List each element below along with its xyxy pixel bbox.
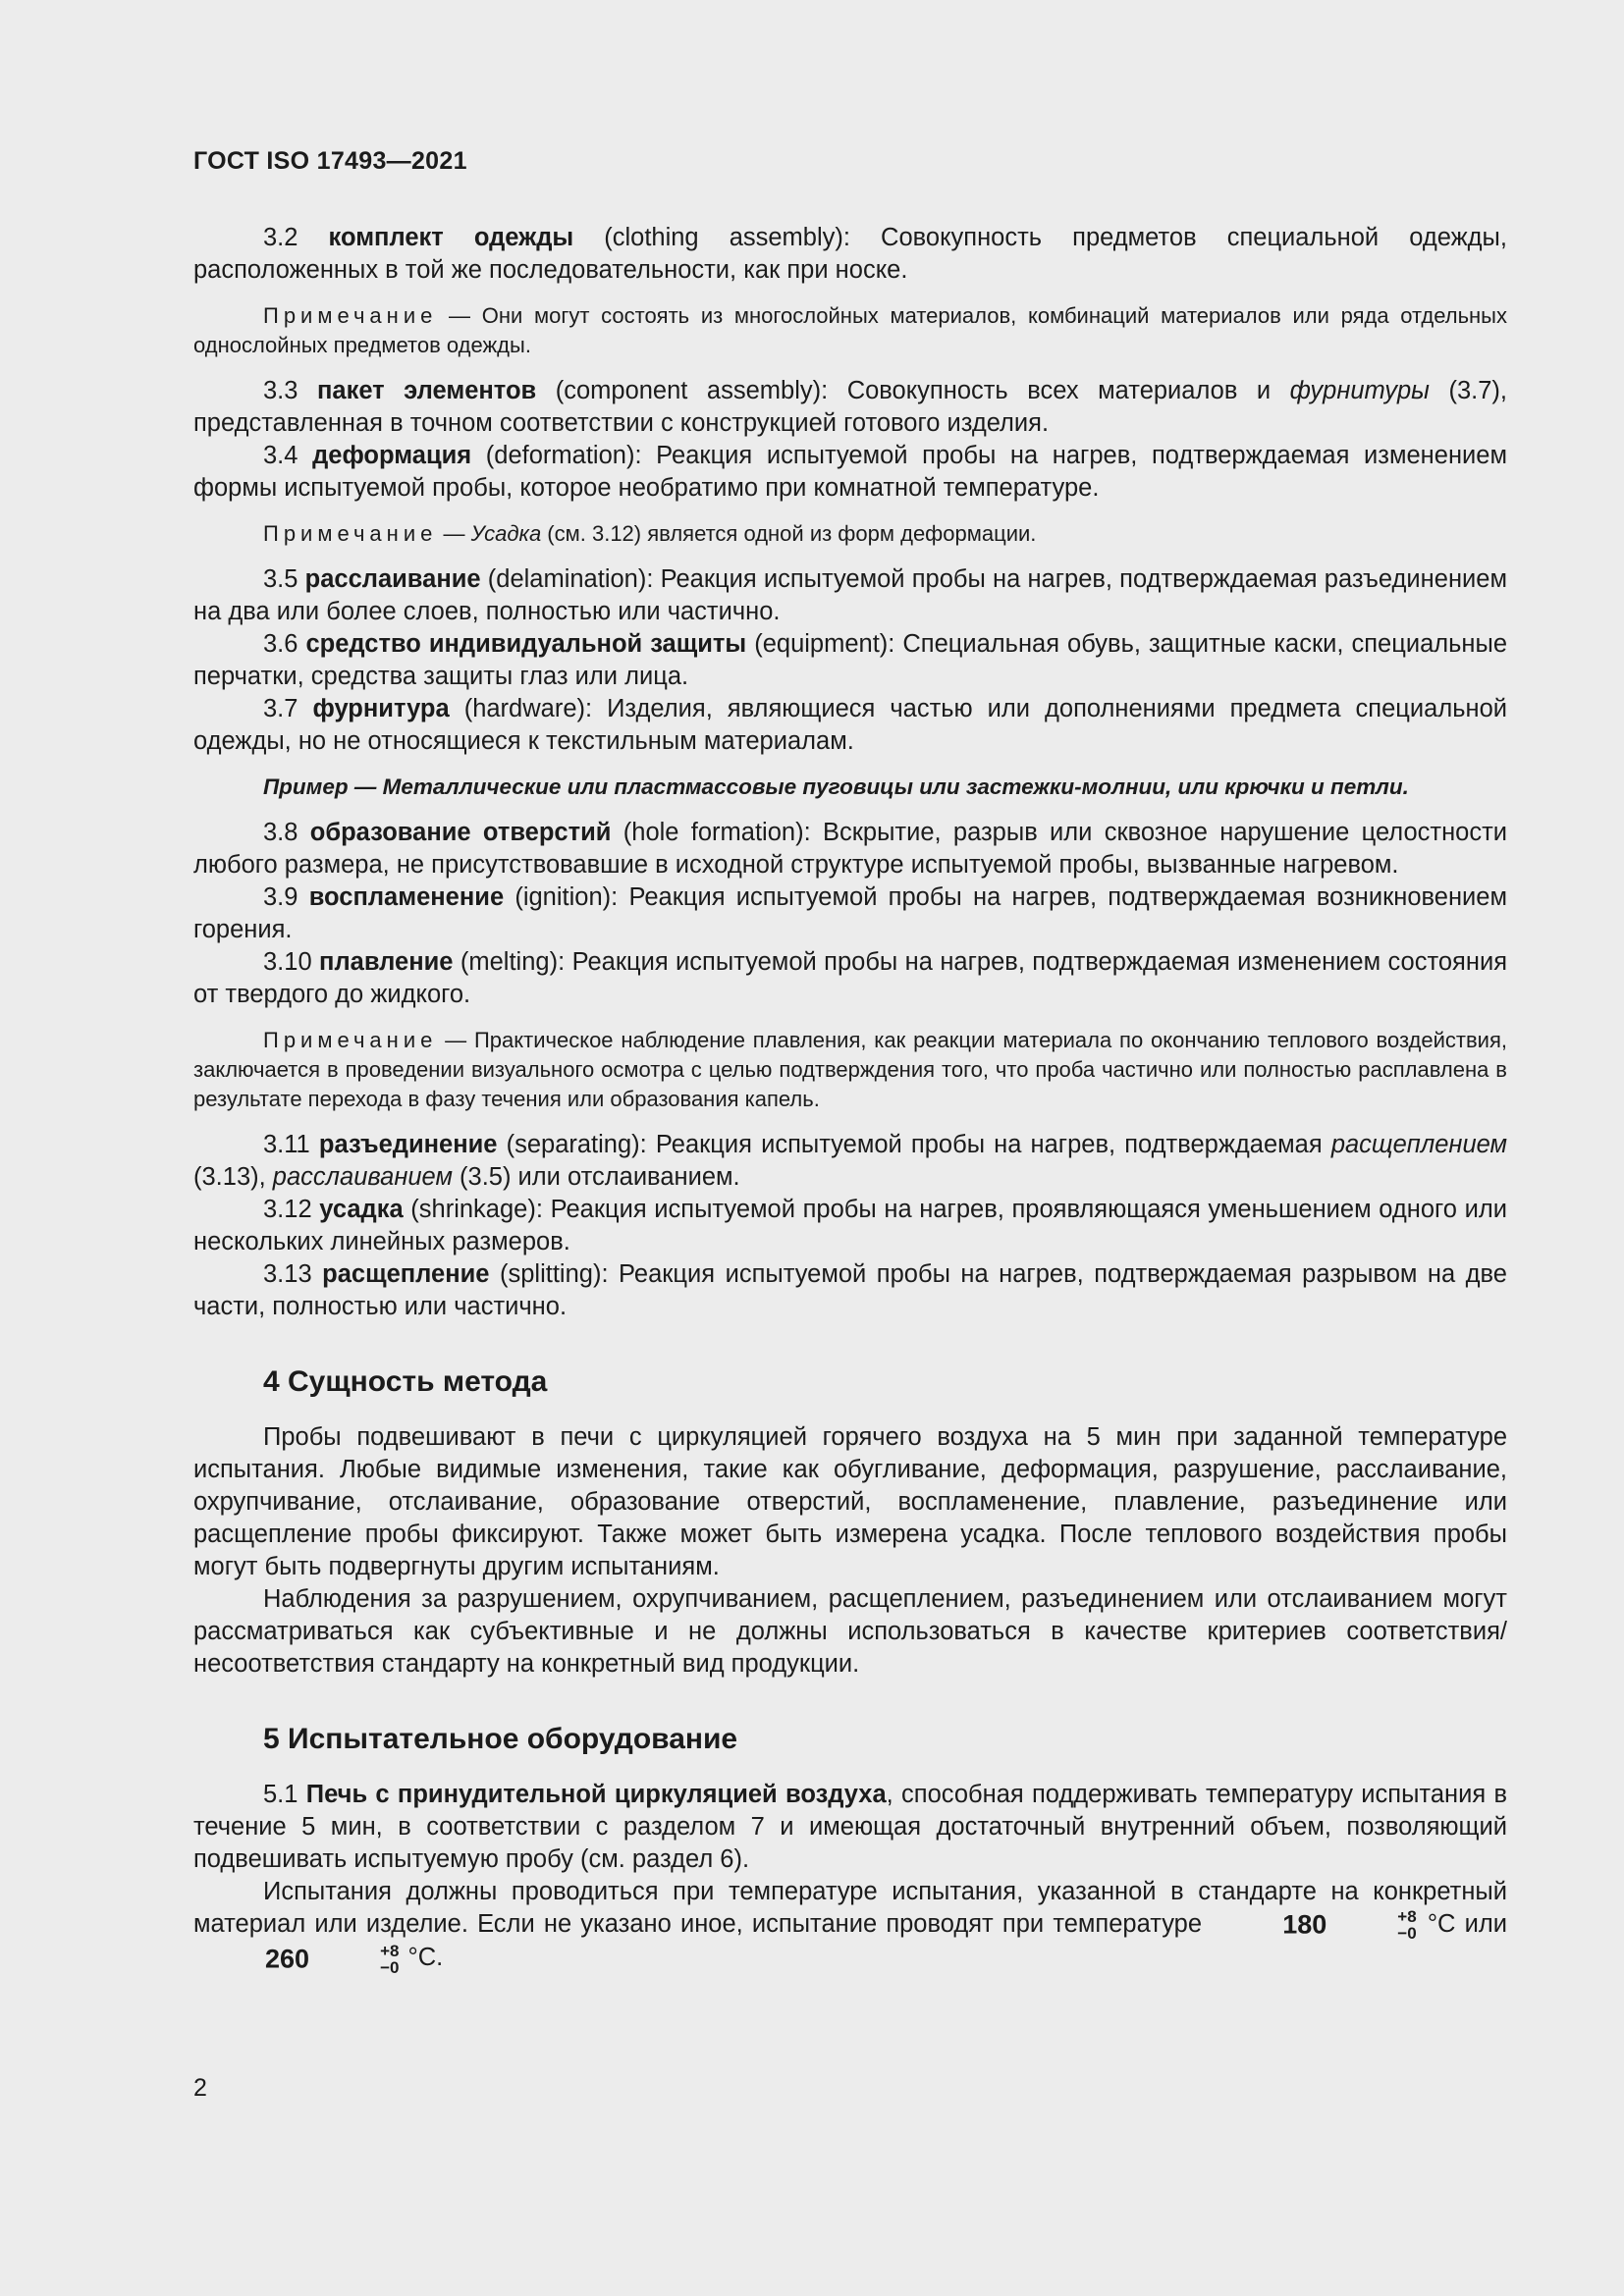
temperature-180-tolerance: 180 +8 −0 [1282,1907,1417,1944]
note-3-2: Примечание — Они могут состоять из многослойных материалов, комбинаций материалов или ряда отдельных однослойных предметов одежды. [193,303,1507,357]
note-3-10: Примечание — Практическое наблюдение плавления, как реакции материала по окончанию теплового воздействия, заключается в проведении визуального осмотра с целью подтверждения того, что проба частично или полностью расплавлена в результате перехода в фазу течения или образования капель. [193,1028,1507,1111]
term-3-4: 3.4 деформация (deformation): Реакция испытуемой пробы на нагрев, подтверждаемая изменением формы испытуемой пробы, которое необратимо при комнатной температуре. [193,442,1507,502]
term-3-2: 3.2 комплект одежды (clothing assembly): Совокупность предметов специальной одежды, расположенных в той же последовательности, как при носке. [193,224,1507,284]
section-5-1: 5.1 Печь с принудительной циркуляцией воздуха, способная поддерживать температуру испытания в течение 5 мин, в соответствии с разделом 7 и имеющая достаточный внутренний объем, позволяющий подвешивать испытуемую пробу (см. раздел 6). [193,1781,1507,1873]
term-3-3: 3.3 пакет элементов (component assembly): Совокупность всех материалов и фурнитуры (3.7), представленная в точном соответствии с конструкцией готового изделия. [193,377,1507,437]
note-3-4: Примечание — Усадка (см. 3.12) является одной из форм деформации. [263,521,1037,546]
term-3-12: 3.12 усадка (shrinkage): Реакция испытуемой пробы на нагрев, проявляющаяся уменьшением одного или нескольких линейных размеров. [193,1196,1507,1255]
term-3-13: 3.13 расщепление (splitting): Реакция испытуемой пробы на нагрев, подтверждаемая разрывом на две части, полностью или частично. [193,1260,1507,1320]
section-4-paragraph-2: Наблюдения за разрушением, охрупчиванием, расщеплением, разъединением или отслаиванием могут рассматриваться как субъективные и не должны использоваться в качестве критериев соответствия/несоответствия стандарту на конкретный вид продукции. [193,1585,1507,1678]
example-3-7: Пример — Металлические или пластмассовые пуговицы или застежки-молнии, или крючки и петли. [263,774,1409,799]
term-3-7: 3.7 фурнитура (hardware): Изделия, являющиеся частью или дополнениями предмета специальной одежды, но не относящиеся к текстильным материалам. [193,695,1507,755]
section-5-paragraph-2: Испытания должны проводиться при температуре испытания, указанной в стандарте на конкретный материал или изделие. Если не указано иное, испытание проводят при температуре 180 +8 −0 °С или 260 +8 −0 °С. [193,1878,1507,1977]
section-5-title: 5 Испытательное оборудование [263,1723,738,1755]
document-header: ГОСТ ISO 17493—2021 [193,147,467,175]
temperature-260-tolerance: 260 +8 −0 [265,1941,400,1977]
page-number: 2 [193,2074,207,2102]
section-4-title: 4 Сущность метода [263,1365,548,1398]
term-3-8: 3.8 образование отверстий (hole formation): Вскрытие, разрыв или сквозное нарушение целостности любого размера, не присутствовавшие в исходной структуре испытуемой пробы, вызванные нагревом. [193,819,1508,879]
page-content [193,0,1507,1976]
term-3-10: 3.10 плавление (melting): Реакция испытуемой пробы на нагрев, подтверждаемая изменением состояния от твердого до жидкого. [193,948,1507,1008]
term-3-6: 3.6 средство индивидуальной защиты (equipment): Специальная обувь, защитные каски, специальные перчатки, средства защиты глаз или лица. [193,630,1508,690]
term-3-11: 3.11 разъединение (separating): Реакция испытуемой пробы на нагрев, подтверждаемая расщеплением (3.13), расслаиванием (3.5) или отслаиванием. [193,1131,1507,1191]
section-4-paragraph-1: Пробы подвешивают в печи с циркуляцией горячего воздуха на 5 мин при заданной температуре испытания. Любые видимые изменения, такие как обугливание, деформация, разрушение, расслаивание, охрупчивание, отслаивание, образование отверстий, воспламенение, плавление, разъединение или расщепление пробы фиксируют. Также может быть измерена усадка. После теплового воздействия пробы могут быть подвергнуты другим испытаниям. [193,1423,1507,1580]
term-3-9: 3.9 воспламенение (ignition): Реакция испытуемой пробы на нагрев, подтверждаемая возникновением горения. [193,883,1507,943]
term-3-5: 3.5 расслаивание (delamination): Реакция испытуемой пробы на нагрев, подтверждаемая разъединением на два или более слоев, полностью или частично. [193,565,1507,625]
